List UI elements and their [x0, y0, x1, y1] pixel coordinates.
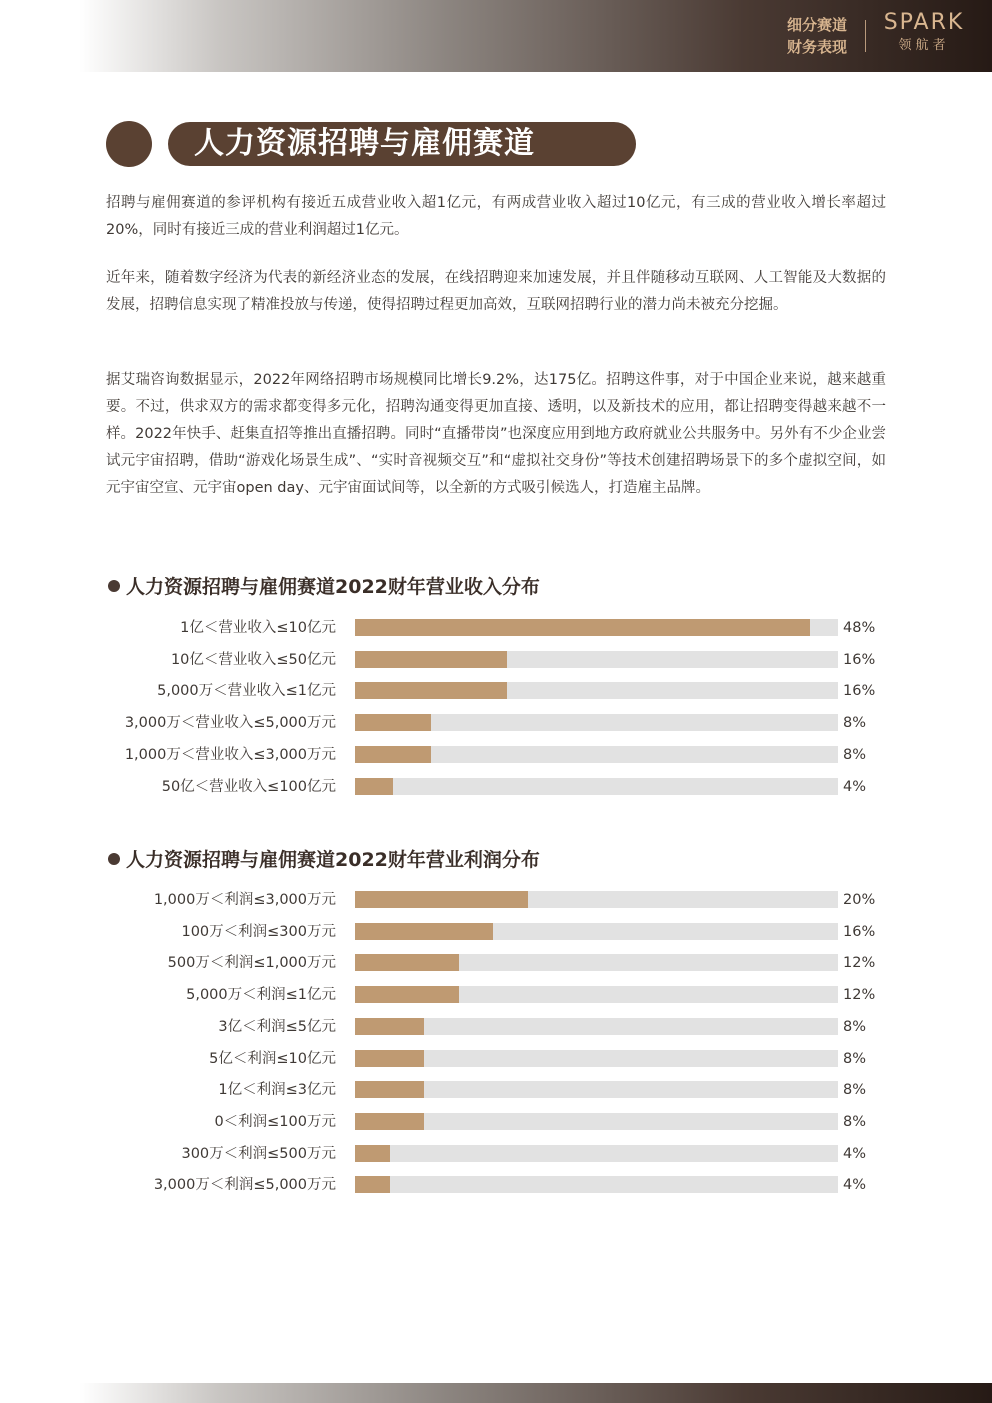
bar — [355, 682, 507, 699]
revenue-chart-title — [108, 573, 540, 601]
bar — [355, 1145, 390, 1162]
bar — [355, 746, 431, 763]
bar-category-label: 5,000万＜营业收入≤1亿元 — [157, 683, 336, 700]
bar-row — [0, 1049, 992, 1069]
brand-name-cn: 领航者 — [898, 38, 950, 53]
bar-value-label: 20% — [843, 892, 876, 908]
bar-value-label: 4% — [843, 778, 867, 795]
bar-track — [355, 1018, 838, 1035]
bar-category-label: 1亿＜营业收入≤10亿元 — [180, 620, 336, 636]
bar — [355, 986, 459, 1003]
bar-track — [355, 1176, 838, 1193]
bar-track — [355, 778, 838, 795]
bar-row — [0, 713, 992, 733]
bar-track — [355, 986, 838, 1003]
bar-value-label: 8% — [843, 1018, 867, 1035]
bar — [355, 778, 393, 795]
bar-track — [355, 651, 838, 668]
bar — [355, 619, 810, 636]
bar — [355, 954, 459, 971]
bar-value-label: 12% — [843, 955, 876, 972]
bar — [355, 1081, 424, 1098]
header-divider — [865, 20, 866, 52]
bar-row — [0, 890, 992, 910]
bar — [355, 1176, 390, 1193]
bar-category-label: 10亿＜营业收入≤50亿元 — [170, 651, 336, 668]
brand-logo — [876, 8, 972, 54]
bar-value-label: 8% — [843, 715, 867, 732]
bar-category-label: 3,000万＜营业收入≤5,000万元 — [124, 715, 336, 732]
paragraph-1: 招聘与雇佣赛道的参评机构有接近五成营业收入超1亿元，有两成营业收入超过10亿元，有三成的营业收入增长率超过20%，同时有接近三成的营业利润超过1亿元。 — [106, 195, 886, 238]
bar-row — [0, 1017, 992, 1037]
bar-value-label: 16% — [843, 651, 876, 668]
bar-row — [0, 745, 992, 765]
bar-value-label: 12% — [843, 987, 876, 1004]
bar — [355, 651, 507, 668]
bar-track — [355, 1081, 838, 1098]
profit-chart-title — [108, 846, 540, 874]
bar-category-label: 0＜利润≤100万元 — [214, 1113, 336, 1130]
bar — [355, 1018, 424, 1035]
bar — [355, 1050, 424, 1067]
brand-name-en: SPARK — [883, 10, 965, 35]
bar-value-label: 16% — [843, 923, 876, 940]
bar-row — [0, 681, 992, 701]
footer-bar — [0, 1383, 992, 1403]
section-label-line1: 细分赛道 — [786, 16, 847, 34]
bar-track — [355, 682, 838, 699]
revenue-chart-title-text: 人力资源招聘与雇佣赛道2022财年营业收入分布 — [126, 576, 540, 598]
bar-track — [355, 1145, 838, 1162]
bar-track — [355, 619, 838, 636]
bar-row — [0, 1080, 992, 1100]
bar-category-label: 100万＜利润≤300万元 — [181, 923, 336, 940]
profit-chart-title-text: 人力资源招聘与雇佣赛道2022财年营业利润分布 — [126, 849, 540, 871]
bar — [355, 923, 493, 940]
bar-category-label: 5亿＜利润≤10亿元 — [209, 1050, 336, 1067]
bar-category-label: 3,000万＜利润≤5,000万元 — [153, 1177, 336, 1194]
bar-value-label: 8% — [843, 1113, 867, 1130]
bar-category-label: 3亿＜利润≤5亿元 — [218, 1018, 336, 1035]
bar-track — [355, 891, 838, 908]
bar-category-label: 1,000万＜营业收入≤3,000万元 — [124, 746, 336, 763]
bar-value-label: 4% — [843, 1145, 867, 1162]
bar-track — [355, 1113, 838, 1130]
bar-row — [0, 618, 992, 638]
bar-row — [0, 1144, 992, 1164]
bar — [355, 891, 528, 908]
bar-category-label: 300万＜利润≤500万元 — [181, 1145, 336, 1162]
paragraph-3: 据艾瑞咨询数据显示，2022年网络招聘市场规模同比增长9.2%，达175亿。招聘这件事，对于中国企业来说，越来越重要。不过，供求双方的需求都变得多元化，招聘沟通变得更加直接、透明，以及新技术的应用，都让招聘变得越来越不一样。2022年快手、赶集直招等推出直播招聘。同时“直播带岗”也深度应用到地方政府就业公共服务中。另外有不少企业尝试元宇宙招聘，借助“游戏化场景生成”、“实时音视频交互”和“虚拟社交身份”等技术创建招聘场景下的多个虚拟空间，如元宇宙空宣、元宇宙open day、元宇宙面试间等，以全新的方式吸引候选人，打造雇主品牌。 — [106, 372, 886, 496]
bar-value-label: 8% — [843, 1082, 867, 1099]
bar-row — [0, 985, 992, 1005]
bar-track — [355, 923, 838, 940]
bar-row — [0, 1175, 992, 1195]
bar-row — [0, 650, 992, 670]
bar-value-label: 4% — [843, 1177, 867, 1194]
bullet-icon — [108, 580, 120, 592]
bar-track — [355, 1050, 838, 1067]
bar-row — [0, 777, 992, 797]
page-title: 人力资源招聘与雇佣赛道 — [194, 126, 535, 161]
bar-row — [0, 953, 992, 973]
bar-category-label: 50亿＜营业收入≤100亿元 — [161, 778, 336, 795]
bar — [355, 1113, 424, 1130]
header-bar — [0, 0, 992, 72]
bar-track — [355, 714, 838, 731]
bar-row — [0, 922, 992, 942]
bar-track — [355, 954, 838, 971]
bar-value-label: 8% — [843, 746, 867, 763]
bar-category-label: 5,000万＜利润≤1亿元 — [186, 987, 336, 1004]
bar — [355, 714, 431, 731]
bar-value-label: 16% — [843, 683, 876, 700]
bullet-icon — [108, 853, 120, 865]
title-dot — [106, 121, 152, 167]
bar-track — [355, 746, 838, 763]
section-label-line2: 财务表现 — [786, 38, 847, 56]
bar-value-label: 48% — [843, 620, 876, 636]
bar-value-label: 8% — [843, 1050, 867, 1067]
bar-category-label: 1亿＜利润≤3亿元 — [218, 1082, 336, 1099]
bar-category-label: 1,000万＜利润≤3,000万元 — [153, 892, 336, 908]
paragraph-2: 近年来，随着数字经济为代表的新经济业态的发展，在线招聘迎来加速发展，并且伴随移动互联网、人工智能及大数据的发展，招聘信息实现了精准投放与传递，使得招聘过程更加高效，互联网招聘行业的潜力尚未被充分挖掘。 — [106, 270, 886, 313]
bar-row — [0, 1112, 992, 1132]
bar-category-label: 500万＜利润≤1,000万元 — [167, 955, 336, 972]
section-label — [782, 14, 852, 58]
